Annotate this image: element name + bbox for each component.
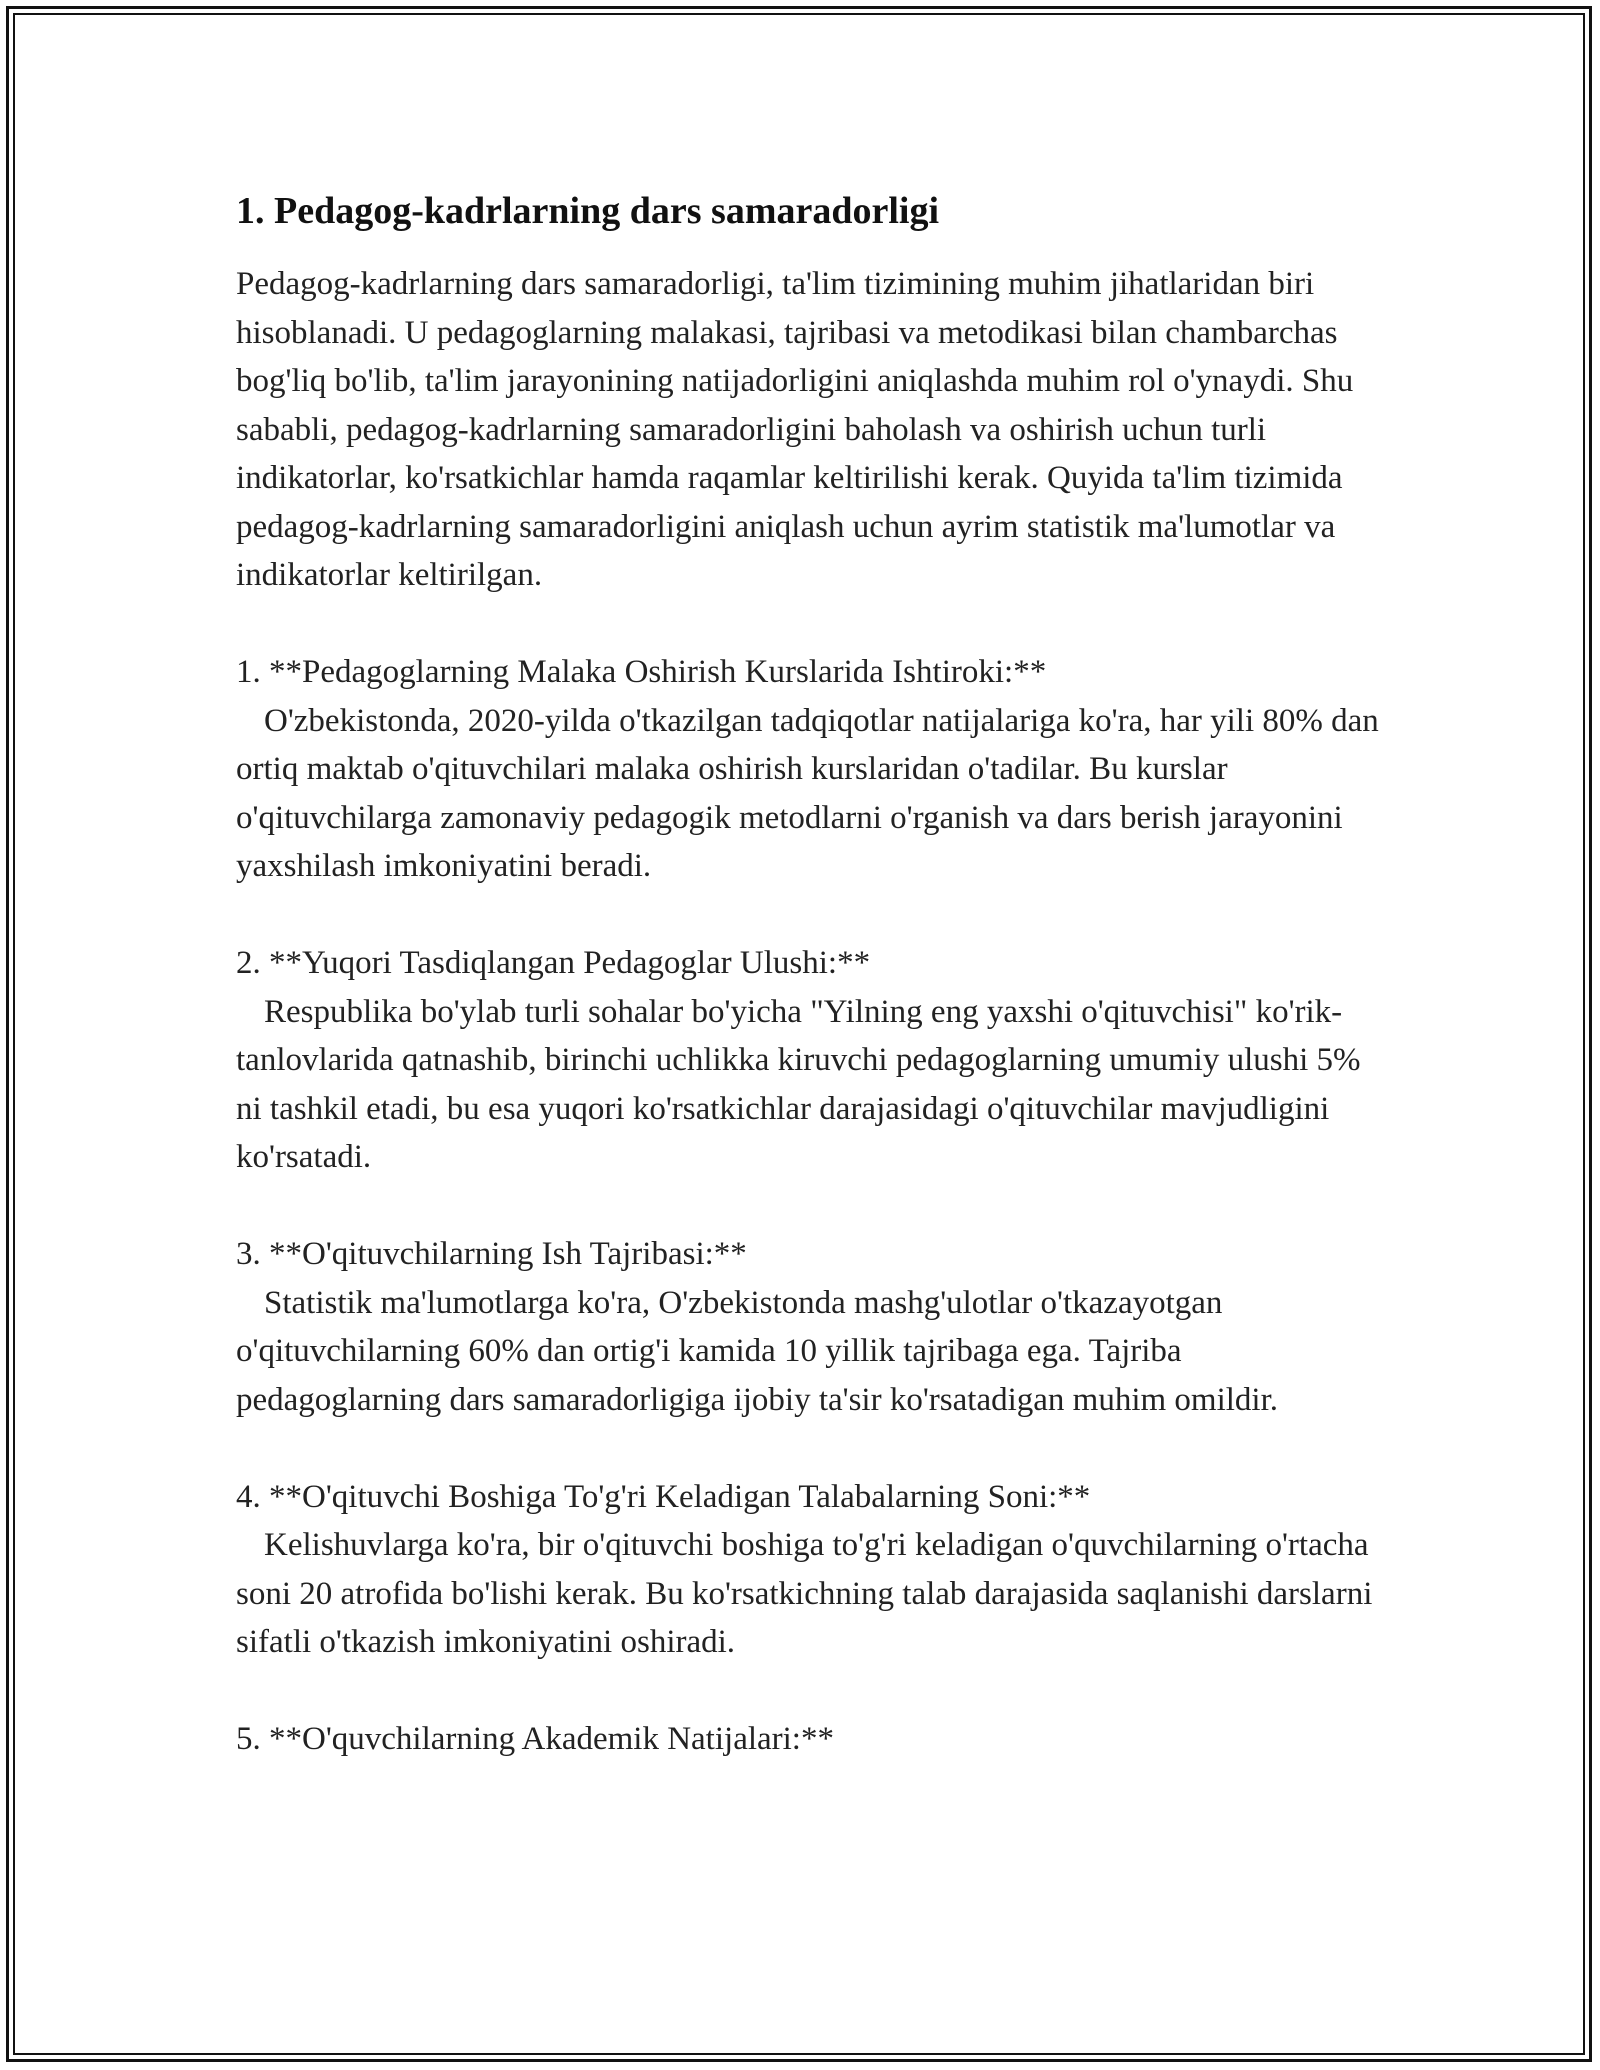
section-heading: 1. Pedagog-kadrlarning dars samaradorligi (236, 190, 940, 232)
list-item-title: 2. **Yuqori Tasdiqlangan Pedagoglar Ulushi:** (236, 945, 871, 981)
list-item (236, 1230, 1386, 1424)
list-item (236, 939, 1386, 1182)
list-item-title: 1. **Pedagoglarning Malaka Oshirish Kurslarida Ishtiroki:** (236, 654, 1047, 690)
list-item (236, 1715, 1386, 1764)
list-item-body: Statistik ma'lumotlarga ko'ra, O'zbekistonda mashg'ulotlar o'tkazayotgan o'qituvchilarning 60% dan ortig'i kamida 10 yillik tajribaga ega. Tajriba pedagoglarning dars samaradorligiga ijobiy ta'sir ko'rsatadigan muhim omildir. (236, 1284, 1278, 1418)
spacer (236, 891, 1386, 940)
list-item-title: 3. **O'qituvchilarning Ish Tajribasi:** (236, 1236, 747, 1272)
list-item-body: Kelishuvlarga ko'ra, bir o'qituvchi boshiga to'g'ri keladigan o'quvchilarning o'rtacha soni 20 atrofida bo'lishi kerak. Bu ko'rsatkichning talab darajasida saqlanishi darslarni sifatli o'tkazish imkoniyatini oshiradi. (236, 1527, 1373, 1660)
spacer (236, 1182, 1386, 1231)
document-body (236, 188, 1386, 1764)
spacer (236, 1424, 1386, 1473)
spacer (236, 1667, 1386, 1716)
list-item-title: 5. **O'quvchilarning Akademik Natijalari:** (236, 1721, 834, 1757)
list-item-body: Respublika bo'ylab turli sohalar bo'yicha "Yilning eng yaxshi o'qituvchisi" ko'rik-tanlovlarida qatnashib, birinchi uchlikka kiruvchi pedagoglarning umumiy ulushi 5% ni tashkil etadi, bu esa yuqori ko'rsatkichlar darajasidagi o'qituvchilar mavjudligini ko'rsatadi. (236, 993, 1361, 1175)
intro-paragraph: Pedagog-kadrlarning dars samaradorligi, ta'lim tizimining muhim jihatlaridan biri hisoblanadi. U pedagoglarning malakasi, tajribasi va metodikasi bilan chambarchas bog'liq bo'lib, ta'lim jarayonining natijadorligini aniqlashda muhim rol o'ynaydi. Shu sababli, pedagog-kadrlarning samaradorligini baholash va oshirish uchun turli indikatorlar, ko'rsatkichlar hamda raqamlar keltirilishi kerak. Quyida ta'lim tizimida pedagog-kadrlarning samaradorligini aniqlash uchun ayrim statistik ma'lumotlar va indikatorlar keltirilgan. (236, 266, 1354, 593)
list-item (236, 1473, 1386, 1667)
spacer (236, 600, 1386, 649)
list-item (236, 648, 1386, 891)
list-item-body: O'zbekistonda, 2020-yilda o'tkazilgan tadqiqotlar natijalariga ko'ra, har yili 80% dan ortiq maktab o'qituvchilari malaka oshirish kurslaridan o'tadilar. Bu kurslar o'qituvchilarga zamonaviy pedagogik metodlarni o'rganish va dars berish jarayonini yaxshilash imkoniyatini beradi. (236, 702, 1379, 884)
list-item-title: 4. **O'qituvchi Boshiga To'g'ri Keladigan Talabalarning Soni:** (236, 1478, 1091, 1515)
